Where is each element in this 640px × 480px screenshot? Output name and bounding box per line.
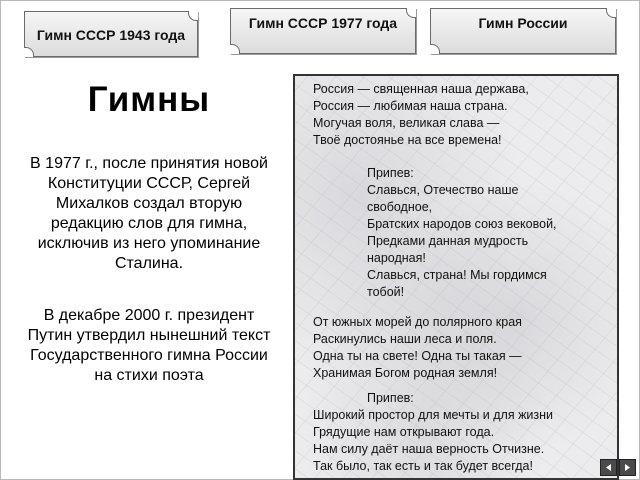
anthem-line: Предками данная мудрость народная! [367, 234, 529, 265]
tab-label: Гимн СССР 1943 года [36, 27, 186, 43]
chorus-label: Припев: [367, 391, 414, 405]
anthem-text-panel [293, 74, 619, 480]
tab-anthem-russia[interactable] [430, 8, 616, 54]
anthem-line: Широкий простор для мечты и для жизни [313, 408, 554, 422]
anthem-line: От южных морей до полярного края [313, 315, 522, 329]
anthem-line: Славься, Отечество наше свободное, [367, 183, 519, 214]
chorus-label: Припев: [367, 166, 414, 180]
anthem-verse-2 [313, 314, 522, 382]
anthem-line: Братских народов союз вековой, [367, 217, 557, 231]
anthem-line: Грядущие нам открывают года. [313, 425, 495, 439]
history-paragraph-1977: В 1977 г., после принятия новой Конституции СССР, Сергей Михалков создал вторую редакцию слов для гимна, исключив из него упоминание Сталина. [30, 155, 268, 272]
anthem-line: Так было, так есть и так будет всегда! [313, 459, 533, 473]
anthem-line: Славься, страна! Мы гордимся тобой! [367, 268, 547, 299]
history-paragraph-2000: В декабре 2000 г. президент Путин утвердил нынешний текст Государственного гимна России на стихи поэта [27, 307, 271, 384]
anthem-line: Нам силу даёт наша верность Отчизне. [313, 442, 545, 456]
next-slide-icon [623, 463, 632, 472]
anthem-chorus-2 [313, 390, 553, 475]
anthem-line: Одна ты на свете! Одна ты такая — [313, 349, 522, 363]
previous-slide-button[interactable] [600, 459, 617, 476]
anthem-line: Россия — священная наша держава, [313, 82, 529, 96]
anthem-line: Раскинулись наши леса и поля. [313, 332, 497, 346]
tab-label: Гимн СССР 1977 года [248, 15, 398, 31]
anthem-line: Твоё достоянье на все времена! [313, 133, 502, 147]
anthem-line: Россия — любимая наша страна. [313, 99, 508, 113]
slide-navigation [600, 459, 636, 476]
anthem-line: Могучая воля, великая слава — [313, 116, 500, 130]
tab-label: Гимн России [478, 15, 568, 31]
tab-anthem-ussr-1977[interactable] [230, 8, 416, 54]
anthem-chorus-1 [367, 165, 577, 301]
anthem-verse-1 [313, 81, 529, 149]
anthem-line: Хранимая Богом родная земля! [313, 366, 498, 380]
tab-anthem-ussr-1943[interactable] [24, 11, 198, 57]
previous-slide-icon [604, 463, 613, 472]
page-title: Гимны [87, 80, 211, 119]
next-slide-button[interactable] [619, 459, 636, 476]
